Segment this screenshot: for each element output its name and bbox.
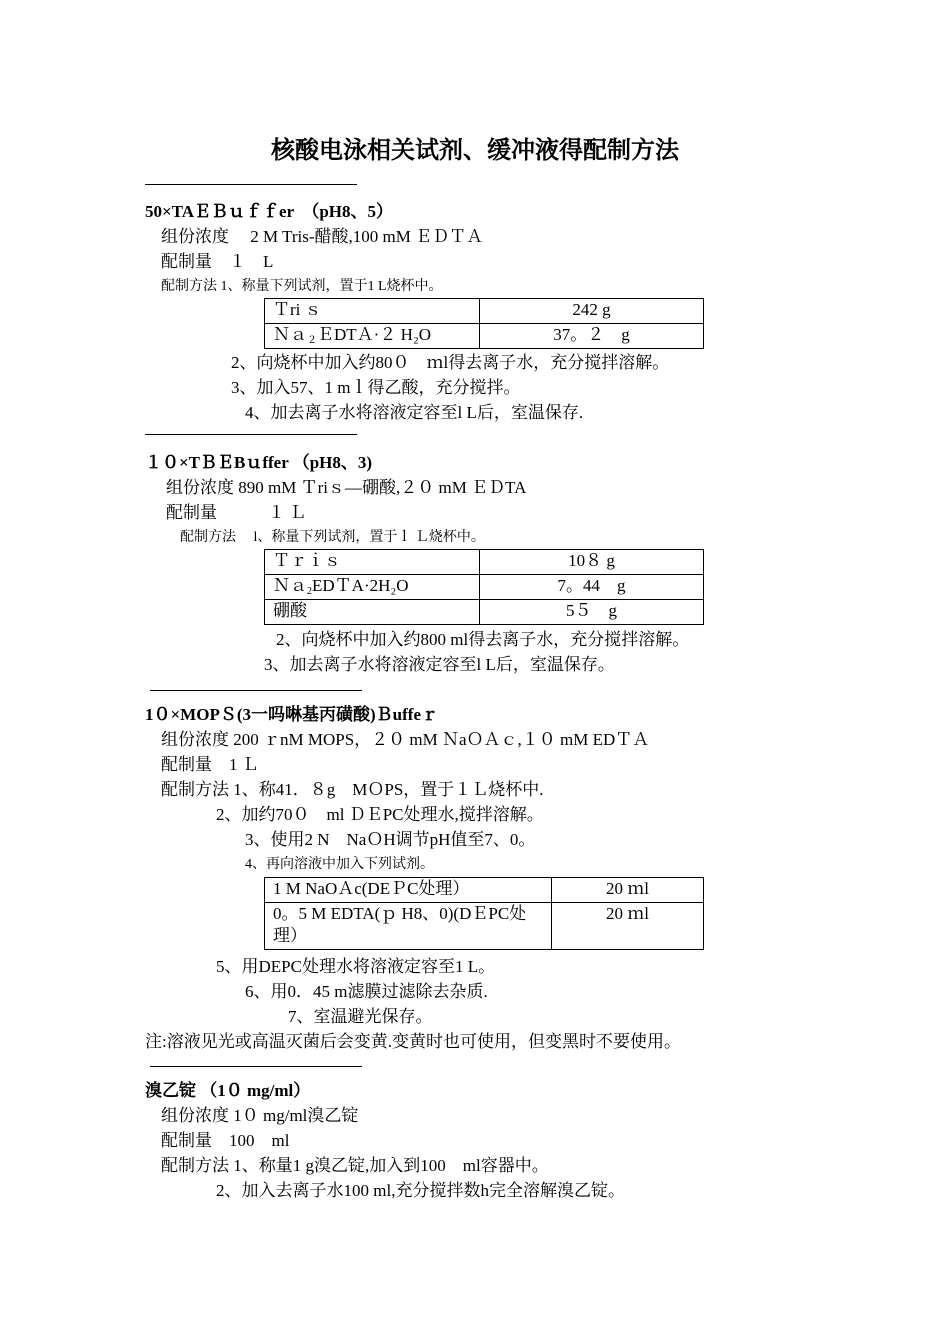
table-row [265,600,704,625]
table-row [265,903,704,950]
tbe-step-2: 2、向烧杯中加入约800 ml得去离子水，充分搅拌溶解。 [276,630,690,649]
reagent-name: 0。5 M EDTA(ｐ H8、0)(DＥPC处理） [265,903,552,950]
reagent-name: Ｔri ｓ [265,299,480,324]
reagent-amount: 7。44 g [480,575,704,600]
tae-step-2: 2、向烧杯中加入约80０ ｍl得去离子水，充分搅拌溶解。 [231,353,670,372]
reagent-amount: 5５ g [480,600,704,625]
eb-heading: 溴乙锭 （1０ mg/ml） [145,1081,311,1100]
tbe-concentration: 组份浓度 890 mM Ｔriｓ—硼酸,２０ mM ＥＤTA [166,478,527,497]
table-row [265,575,704,600]
mops-method: 配制方法 1、称41．８g MＯPS，置于１Ｌ烧杯中. [161,780,544,799]
mops-volume: 配制量 1 Ｌ [161,755,259,774]
reagent-amount: 37。２ g [480,324,704,349]
tbe-method: 配制方法 l、称量下列试剂，置于ｌ Ｌ烧杯中。 [180,530,485,545]
mops-step-7: 7、室温避光保存。 [288,1007,433,1026]
tae-method: 配制方法 1、称量下列试剂，置于1 L烧杯中。 [161,279,443,294]
tbe-step-3: 3、加去离子水将溶液定容至l L后，室温保存。 [264,655,615,674]
mops-step-6: 6、用0．45 m滤膜过滤除去杂质. [245,982,488,1001]
mops-note: 注:溶液见光或高温灭菌后会变黄.变黄时也可使用，但变黑时不要使用。 [145,1032,681,1051]
mops-step-4: 4、再向溶液中加入下列试剂。 [245,857,434,872]
tae-concentration: 组份浓度 2 M Tris-醋酸,100 mM ＥＤＴＡ [161,227,484,246]
mops-step-2: 2、加约70０ ml ＤＥPC处理水,搅拌溶解。 [216,805,544,824]
table-row [265,550,704,575]
section-divider [145,184,357,185]
section-divider [150,1066,362,1067]
tae-heading: 50×TAＥＢｕｆｆer （pH8、5） [145,202,394,221]
table-row [265,878,704,903]
tae-step-3: 3、加入57、1 mｌ得乙酸，充分搅拌。 [231,378,521,397]
reagent-amount: 20 ｍl [552,878,704,903]
mops-reagent-table [264,877,704,950]
eb-step-2: 2、加入去离子水100 ml,充分搅拌数h完全溶解溴乙锭。 [216,1181,625,1200]
reagent-name: Ｎａ$_2$EDＴA·2H₂O [265,575,480,600]
tbe-heading: １０×TＢＥBｕffer （pH8、3) [145,453,373,472]
tae-reagent-table [264,298,704,349]
tae-step-4: 4、加去离子水将溶液定容至l L后，室温保存. [245,403,584,422]
reagent-name: 1 M NaOＡc(DEＰC处理） [265,878,552,903]
table-row [265,299,704,324]
reagent-name: Ｔｒｉｓ [265,550,480,575]
tbe-reagent-table [264,549,704,625]
reagent-amount: 10８ g [480,550,704,575]
reagent-name: 硼酸 [265,600,480,625]
section-divider [145,434,357,435]
mops-step-3: 3、使用2 N NaＯH调节pH值至7、0。 [245,830,536,849]
reagent-amount: 242 g [480,299,704,324]
eb-method: 配制方法 1、称量1 g溴乙锭,加入到100 ml容器中。 [161,1156,549,1175]
reagent-amount: 20 ｍl [552,903,704,950]
eb-concentration: 组份浓度 1０ mg/ml溴乙锭 [161,1106,359,1125]
page-title: 核酸电泳相关试剂、缓冲液得配制方法 [271,138,679,164]
mops-heading: 1０×MOPＳ(3一吗啉基丙磺酸)Ｂuffeｒ [145,705,438,724]
section-divider [150,690,362,691]
mops-step-5: 5、用DEPC处理水将溶液定容至1 L。 [216,957,496,976]
table-row [265,324,704,349]
mops-concentration: 组份浓度 200 ｒnM MOPS，２０ mM ＮaＯＡｃ,１０ mM EDＴＡ [161,730,650,749]
reagent-name: Ｎａ$_2$ＥDTＡ·２ H₂O [265,324,480,349]
tbe-volume: 配制量 １ Ｌ [166,503,307,522]
tae-volume: 配制量 １ L [161,252,274,271]
eb-volume: 配制量 100 ml [161,1131,290,1150]
